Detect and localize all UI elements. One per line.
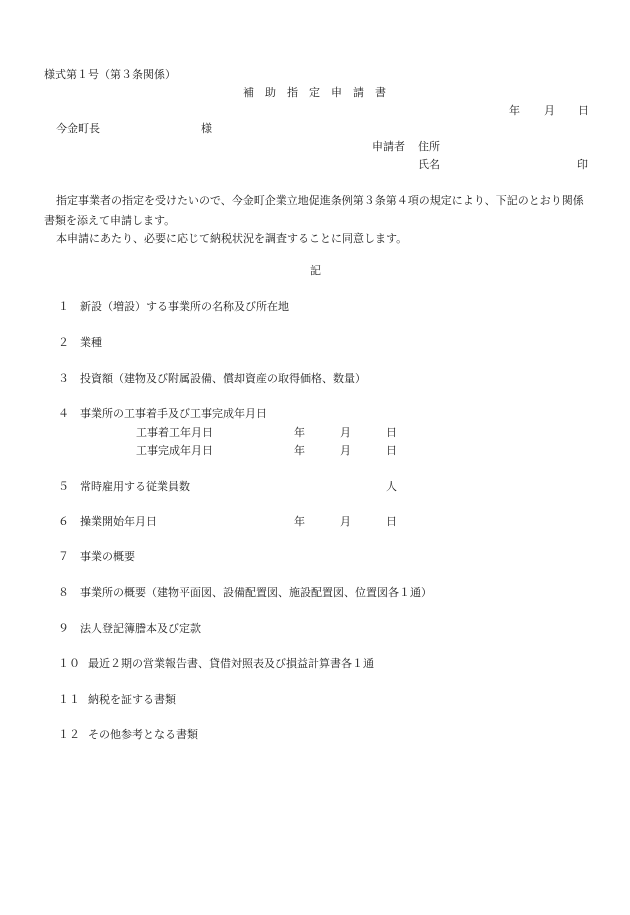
item-text: 事業所の工事着手及び工事完成年月日 [80,407,267,420]
item-number: １ [58,300,69,313]
item-number: ７ [58,550,69,563]
seal-mark: 印 [577,158,588,171]
body-paragraph-2: 本申請にあたり、必要に応じて納税状況を調査することに同意します。 [56,232,408,245]
item-text: 業種 [80,336,102,349]
operation-start-day: 日 [386,515,397,528]
item-number: ６ [58,515,69,528]
item-text: 事業所の概要（建物平面図、設備配置図、施設配置図、位置図各１通） [80,586,432,599]
item-number: ８ [58,586,69,599]
item-text: 投資額（建物及び附属設備、償却資産の取得価格、数量） [80,372,366,385]
construction-end-label: 工事完成年月日 [136,444,213,457]
addressee-honorific: 様 [201,122,212,135]
applicant-name-label: 氏名 [418,158,440,171]
addressee-name: 今金町長 [56,122,100,135]
item-number: ３ [58,372,69,385]
document-title: 補 助 指 定 申 請 書 [243,86,386,99]
date-month-label: 月 [544,104,555,117]
ki-heading: 記 [310,264,321,277]
body-paragraph-1: 指定事業者の指定を受けたいので、今金町企業立地促進条例第３条第４項の規定により、下記のとおり関係書類を添えて申請します。 [44,194,584,227]
item-number: ５ [58,480,69,493]
construction-start-month: 月 [340,426,351,439]
applicant-label: 申請者 [372,140,405,153]
item-text: 納税を証する書類 [88,693,176,706]
item-number: １２ [58,728,80,741]
item-text: 事業の概要 [80,550,135,563]
item-number: ９ [58,622,69,635]
item-number: １１ [58,693,80,706]
construction-end-day: 日 [386,444,397,457]
employee-unit: 人 [386,480,397,493]
item-number: ２ [58,336,69,349]
construction-start-day: 日 [386,426,397,439]
operation-start-year: 年 [294,515,305,528]
item-text: 操業開始年月日 [80,515,157,528]
construction-end-year: 年 [294,444,305,457]
item-text: その他参考となる書類 [88,728,198,741]
item-number: １０ [58,657,80,670]
item-text: 最近２期の営業報告書、貸借対照表及び損益計算書各１通 [88,657,374,670]
item-text: 新設（増設）する事業所の名称及び所在地 [80,300,289,313]
operation-start-month: 月 [340,515,351,528]
date-year-label: 年 [509,104,520,117]
form-number: 様式第１号（第３条関係） [44,68,176,81]
item-text: 常時雇用する従業員数 [80,480,190,493]
applicant-address-label: 住所 [418,140,440,153]
construction-start-label: 工事着工年月日 [136,426,213,439]
item-text: 法人登記簿謄本及び定款 [80,622,201,635]
construction-end-month: 月 [340,444,351,457]
date-day-label: 日 [578,104,589,117]
construction-start-year: 年 [294,426,305,439]
item-number: ４ [58,407,69,420]
